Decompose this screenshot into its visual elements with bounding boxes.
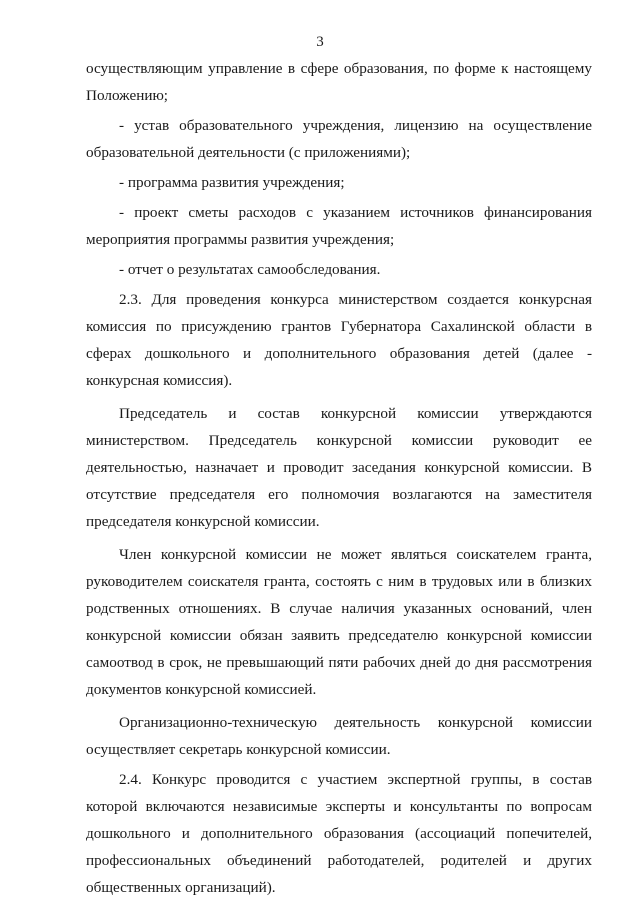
list-item-program: - программа развития учреждения;: [119, 174, 345, 191]
list-item-budget: - проект сметы расходов с указанием источников финансирования мероприятия программы развития учреждения;: [86, 204, 592, 248]
list-item-charter: - устав образовательного учреждения, лицензию на осуществление образовательной деятельности (с приложениями);: [86, 117, 592, 161]
paragraph-2-3: 2.3. Для проведения конкурса министерством создается конкурсная комиссия по присуждению грантов Губернатора Сахалинской области в сферах дошкольного и дополнительного образования детей (далее - конкурсная комиссия).: [86, 291, 592, 389]
paragraph-continuation: осуществляющим управление в сфере образования, по форме к настоящему Положению;: [86, 60, 592, 104]
paragraph-secretary: Организационно-техническую деятельность конкурсной комиссии осуществляет секретарь конкурсной комиссии.: [86, 714, 592, 758]
paragraph-2-4: 2.4. Конкурс проводится с участием экспертной группы, в состав которой включаются независимые эксперты и консультанты по вопросам дошкольного и дополнительного образования (ассоциаций попечителей, профессиональных объединений работодателей, родителей и других общественных организаций).: [86, 771, 592, 896]
page-number: 3: [316, 34, 324, 50]
document-body: [86, 55, 592, 901]
paragraph-member: Член конкурсной комиссии не может являться соискателем гранта, руководителем соискателя гранта, состоять с ним в трудовых или в близких родственных отношениях. В случае наличия указанных оснований, член конкурсной комиссии обязан заявить председателю конкурсной комиссии самоотвод в срок, не превышающий пяти рабочих дней до дня рассмотрения документов конкурсной комиссией.: [86, 546, 592, 698]
paragraph-chairman: Председатель и состав конкурсной комиссии утверждаются министерством. Председатель конкурсной комиссии руководит ее деятельностью, назначает и проводит заседания конкурсной комиссии. В отсутствие председателя его полномочия возлагаются на заместителя председателя конкурсной комиссии.: [86, 405, 592, 530]
list-item-report: - отчет о результатах самообследования.: [119, 261, 381, 278]
